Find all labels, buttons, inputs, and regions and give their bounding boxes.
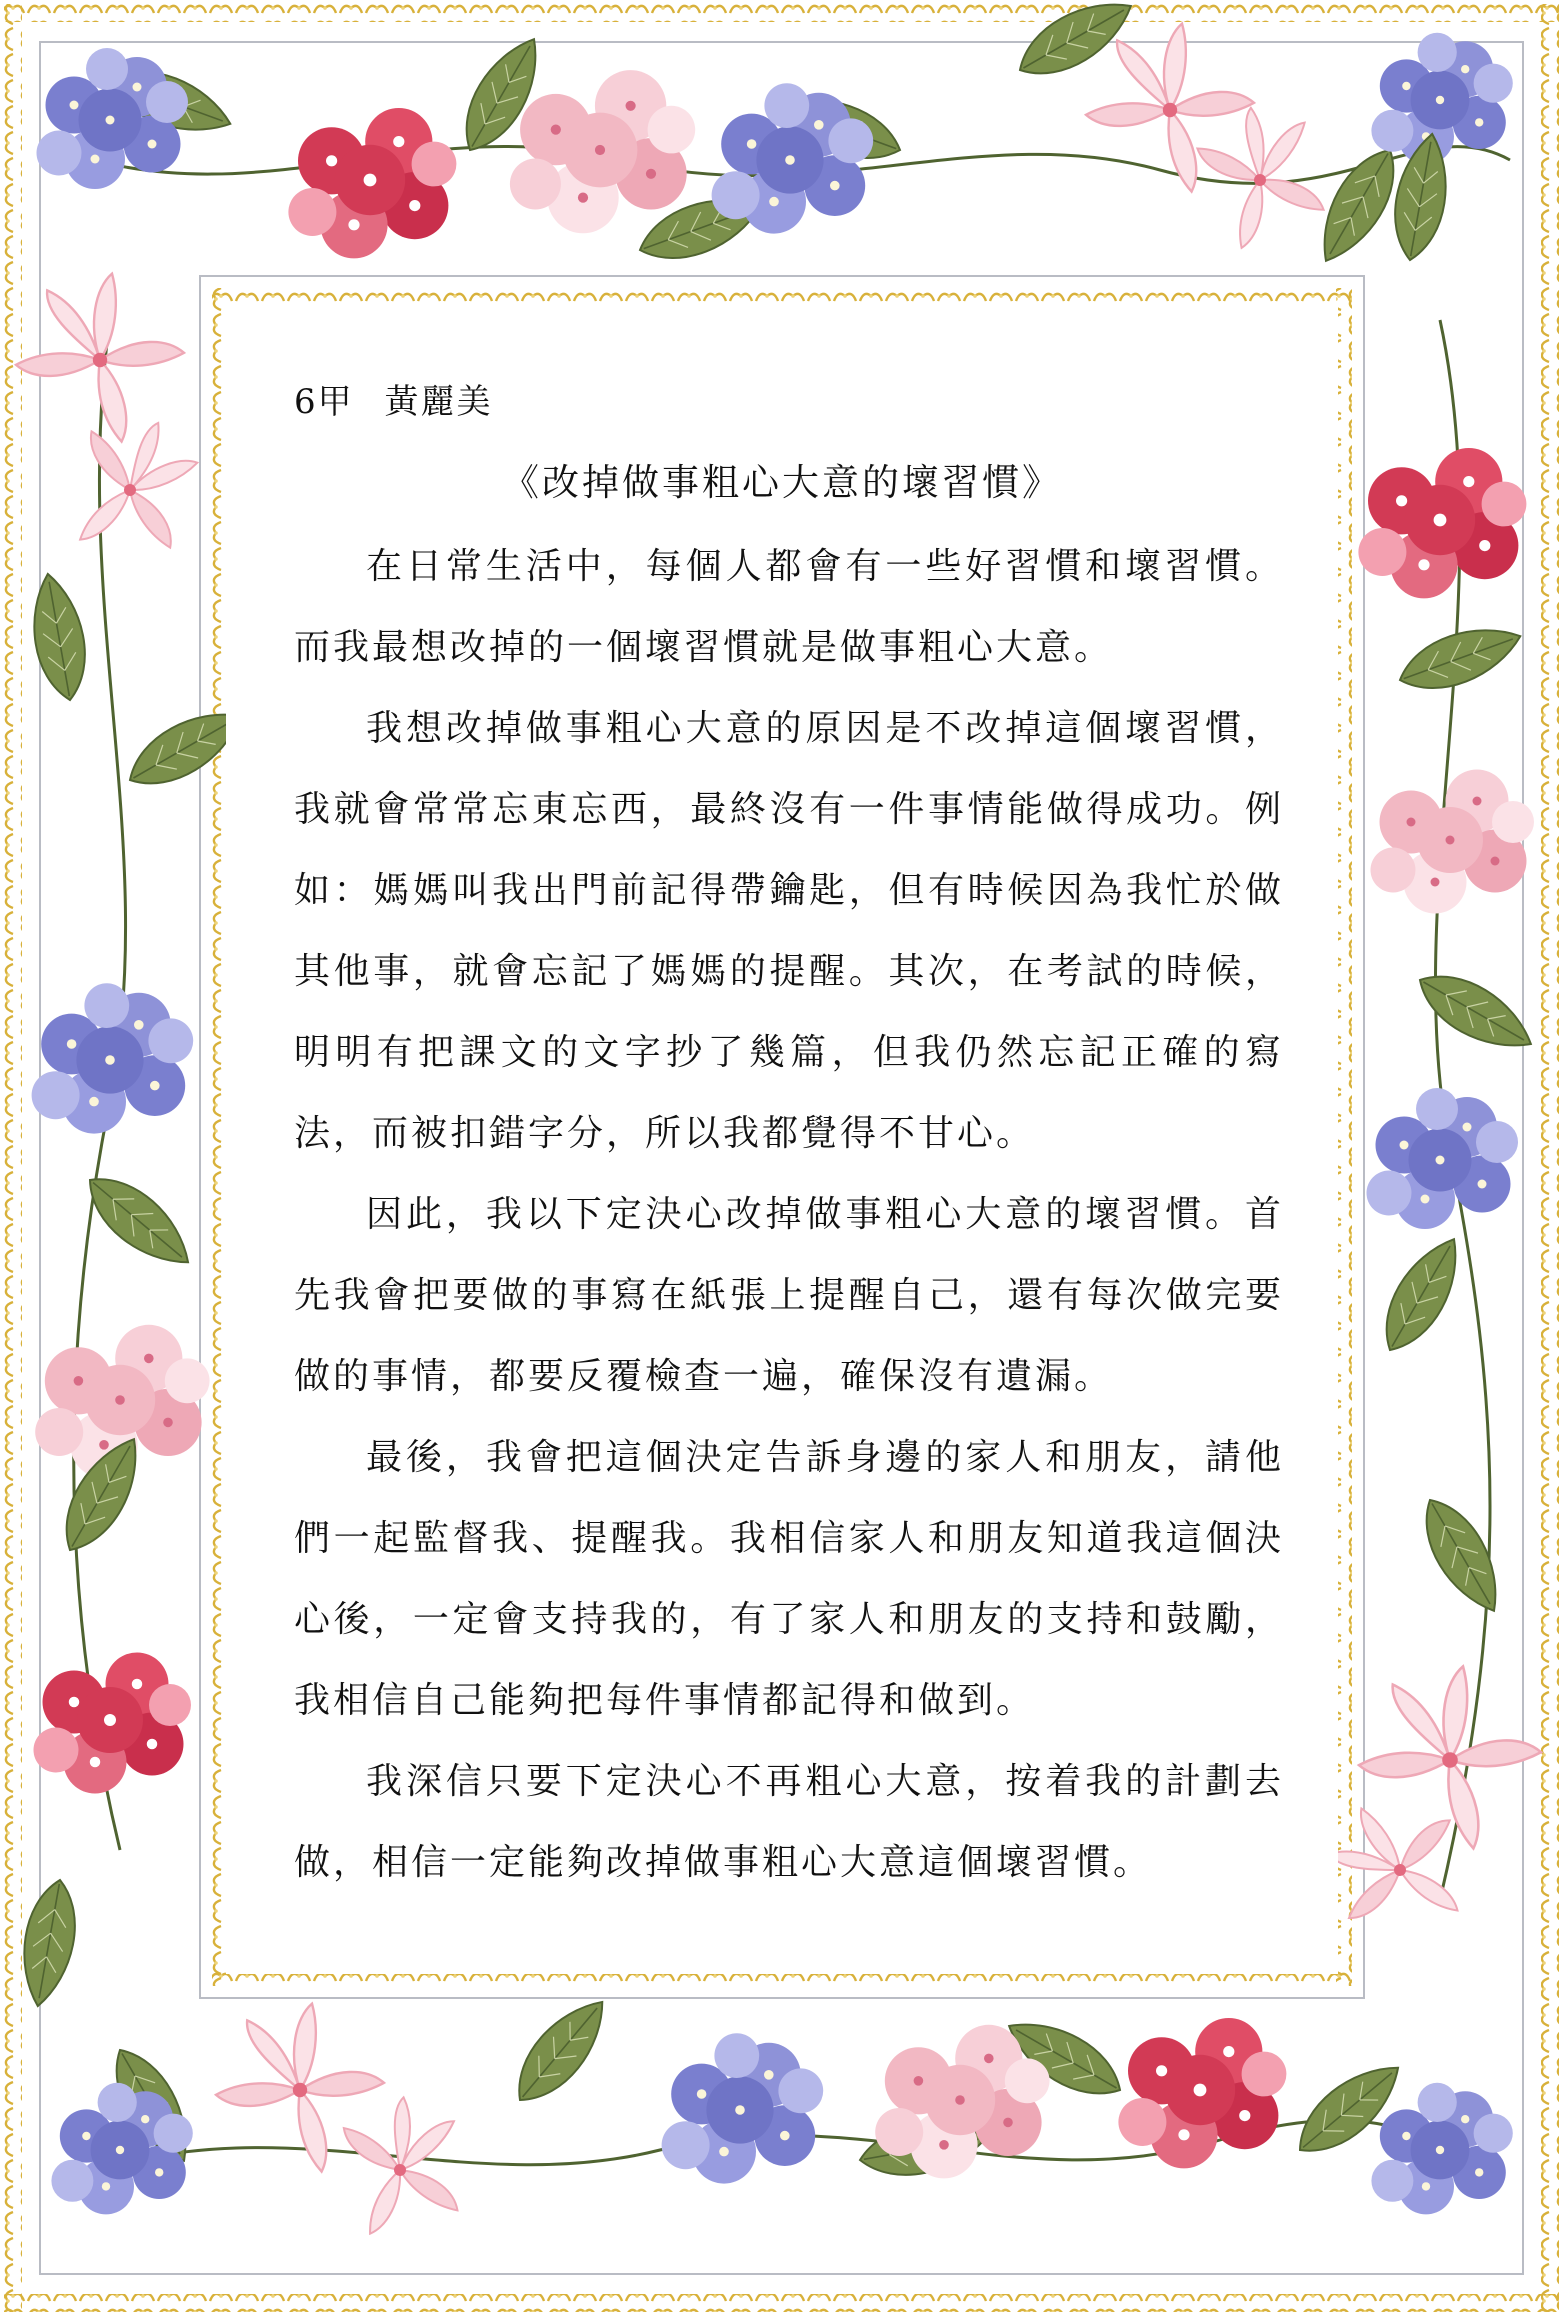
paragraph-1: 在日常生活中，每個人都會有一些好習慣和壞習慣。而我最想改掉的一個壞習慣就是做事粗心大意。 [294,546,1284,668]
student-info [294,374,492,423]
paragraph-5: 我深信只要下定決心不再粗心大意，按着我的計劃去做，相信一定能夠改掉做事粗心大意這個壞習慣。 [294,1761,1284,1883]
essay-panel [226,302,1338,1974]
student-class: 6甲 [294,382,354,422]
essay-body [294,526,1284,1903]
paragraph-3: 因此，我以下定決心改掉做事粗心大意的壞習慣。首先我會把要做的事寫在紙張上提醒自己，還有每次做完要做的事情，都要反覆檢查一遍，確保沒有遺漏。 [294,1194,1284,1397]
paragraph-2: 我想改掉做事粗心大意的原因是不改掉這個壞習慣，我就會常常忘東忘西，最終沒有一件事情能做得成功。例如：媽媽叫我出門前記得帶鑰匙，但有時候因為我忙於做其他事，就會忘記了媽媽的提醒。其次，在考試的時候，明明有把課文的文字抄了幾篇，但我仍然忘記正確的寫法，而被扣錯字分，所以我都覺得不甘心。 [294,708,1284,1154]
essay-title: 《改掉做事粗心大意的壞習慣》 [502,461,1062,504]
paragraph-4: 最後，我會把這個決定告訴身邊的家人和朋友，請他們一起監督我、提醒我。我相信家人和朋友知道我這個決心後，一定會支持我的，有了家人和朋友的支持和鼓勵，我相信自己能夠把每件事情都記得和做到。 [294,1437,1284,1721]
student-name: 黃麗美 [384,382,493,422]
